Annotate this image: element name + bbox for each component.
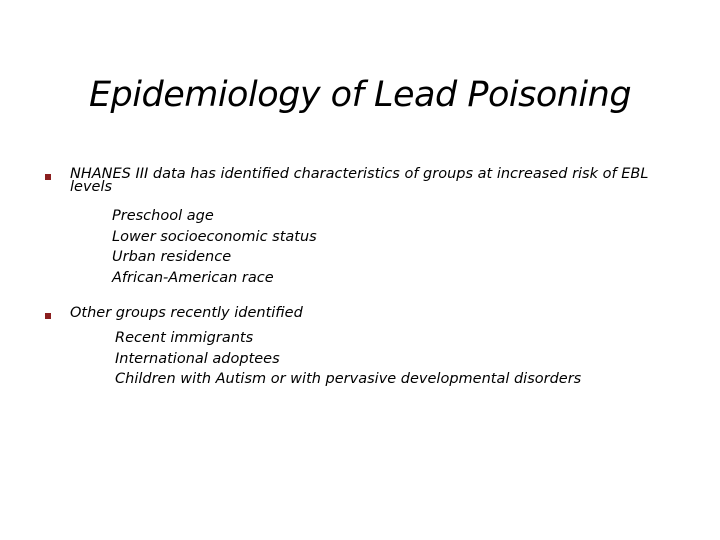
sub-item: Preschool age (112, 208, 214, 224)
bullet-text: Other groups recently identified (70, 305, 303, 321)
sub-list (112, 206, 672, 288)
sub-item: Urban residence (112, 249, 232, 265)
square-bullet-icon (45, 313, 51, 319)
bullet-text: NHANES III data has identified characteristics of groups at increased risk of EBL levels (70, 166, 649, 195)
sub-item: African-American race (112, 269, 274, 286)
sub-item: Lower socioeconomic status (112, 228, 317, 245)
sub-item: Recent immigrants (115, 330, 254, 346)
sub-item: International adoptees (115, 350, 280, 367)
slide-title: Epidemiology of Lead Poisoning (88, 75, 632, 115)
square-bullet-icon (45, 174, 51, 180)
sub-item: Children with Autism or with pervasive developmental disorders (115, 371, 582, 387)
sub-list (115, 328, 675, 390)
